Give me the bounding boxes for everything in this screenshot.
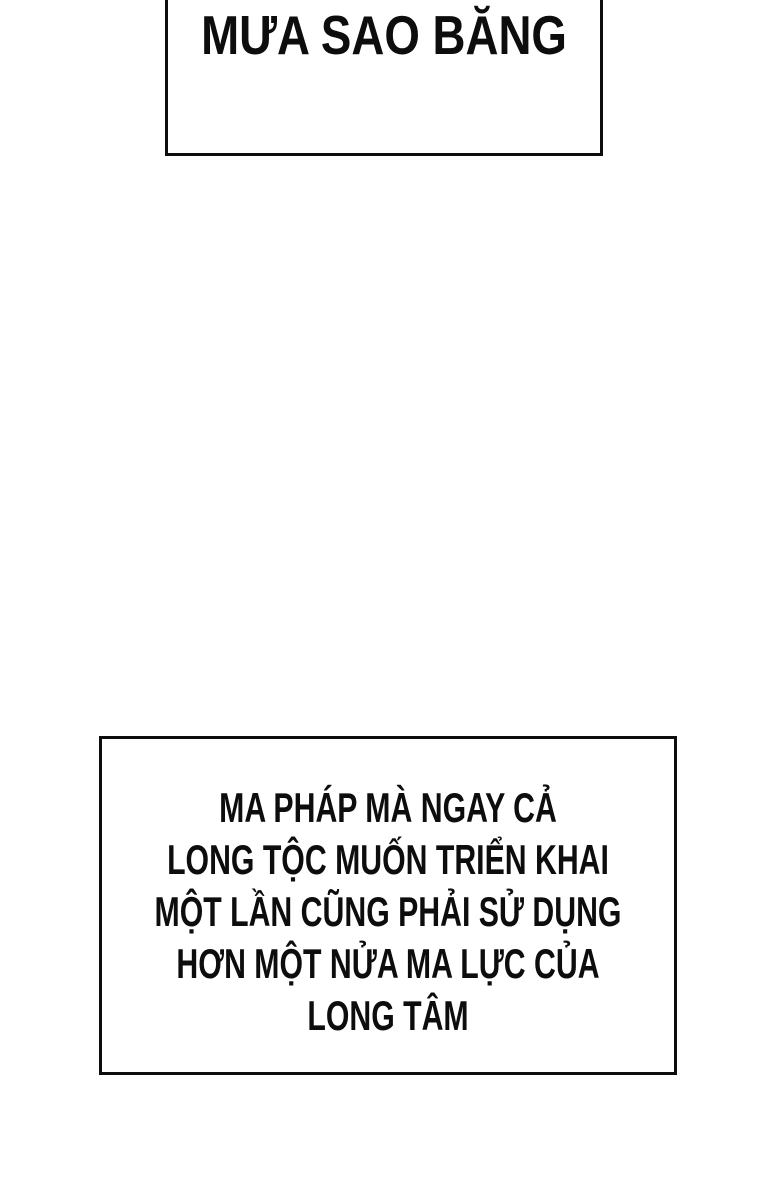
title-text: MƯA SAO BĂNG [201, 4, 567, 66]
narration-line: LONG TÂM [307, 992, 469, 1039]
narration-line: MỘT LẦN CŨNG PHẢI SỬ DỤNG [154, 888, 622, 935]
title-caption-box [165, 0, 603, 156]
narration-caption-box [99, 736, 677, 1075]
narration-line: LONG TỘC MUỐN TRIỂN KHAI [167, 836, 609, 883]
narration-text [86, 782, 691, 1042]
narration-line: HƠN MỘT NỬA MA LỰC CỦA [176, 940, 600, 987]
narration-line: MA PHÁP MÀ NGAY CẢ [219, 784, 557, 831]
